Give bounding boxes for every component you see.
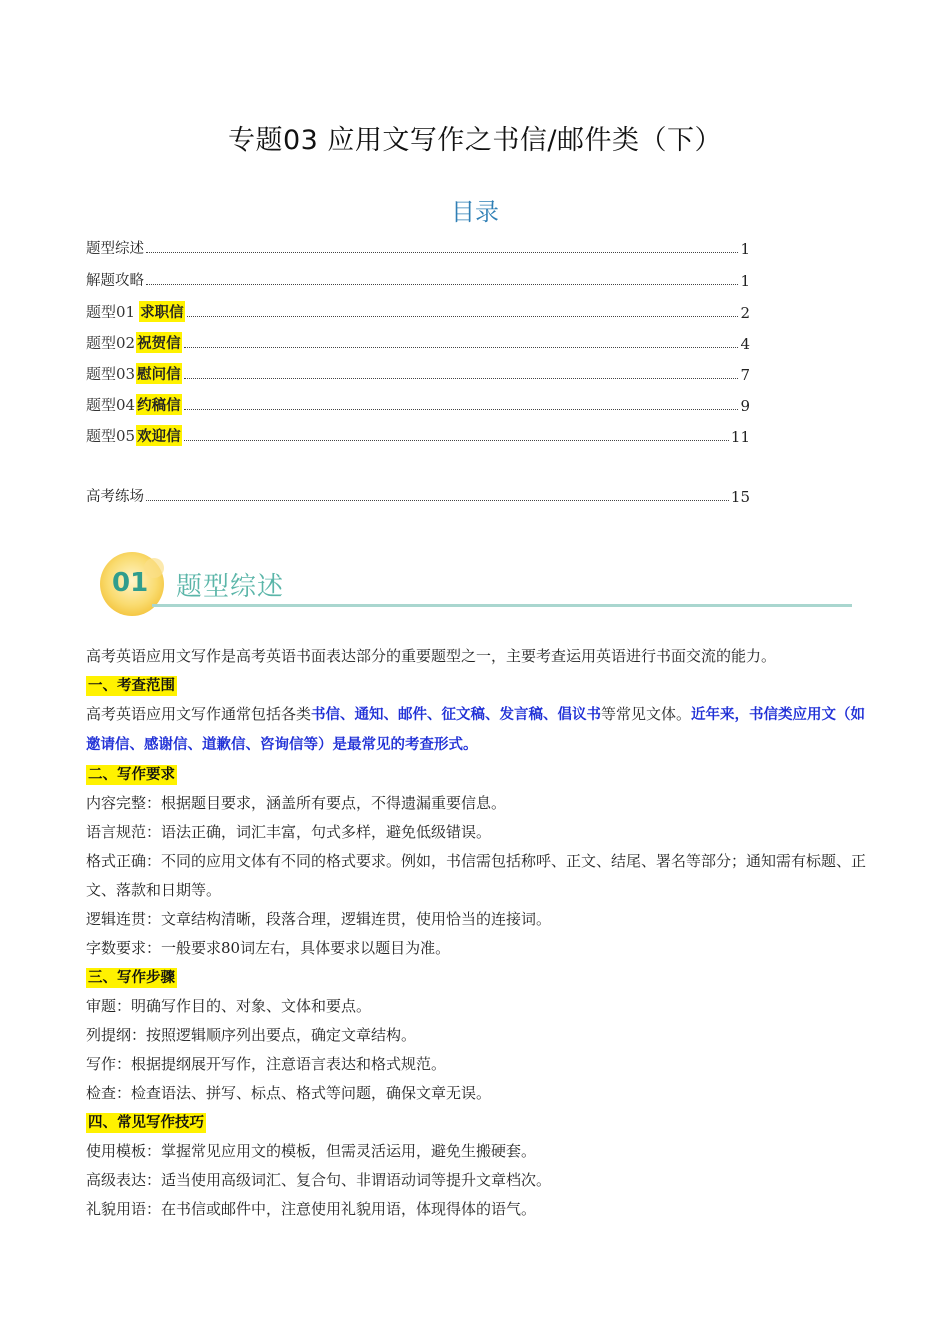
- technique-line: 使用模板：掌握常见应用文的模板，但需灵活运用，避免生搬硬套。: [86, 1142, 537, 1160]
- toc-item-page: 4: [740, 335, 750, 353]
- toc-item-label: 欢迎信: [136, 425, 182, 446]
- technique-line: 礼貌用语：在书信或邮件中，注意使用礼貌用语，体现得体的语气。: [86, 1200, 537, 1218]
- toc-item-strategy[interactable]: [86, 268, 750, 290]
- toc-item-label: 祝贺信: [136, 332, 182, 353]
- toc-heading: 目录: [451, 198, 499, 226]
- toc-item-label: 题型综述: [86, 241, 144, 257]
- banner-underline: [152, 604, 852, 607]
- toc-item-label: 慰问信: [136, 363, 182, 384]
- step-line: 列提纲：按照逻辑顺序列出要点，确定文章结构。: [86, 1026, 417, 1044]
- toc-leader: [146, 284, 738, 285]
- toc-item-page: 1: [740, 240, 750, 258]
- toc-leader: [146, 252, 738, 253]
- toc-item-page: 15: [730, 488, 750, 506]
- toc-item-prefix: 题型05: [86, 427, 136, 445]
- intro-paragraph: 高考英语应用文写作是高考英语书面表达部分的重要题型之一，主要考查运用英语进行书面交流的能力。: [86, 647, 777, 665]
- technique-line: 高级表达：适当使用高级词汇、复合句、非谓语动词等提升文章档次。: [86, 1171, 552, 1189]
- toc-item-label: 约稿信: [136, 394, 182, 415]
- toc-item-overview[interactable]: [86, 236, 750, 258]
- toc-item-prefix: 题型04: [86, 396, 136, 414]
- heading-techniques: 四、常见写作技巧: [88, 1115, 204, 1131]
- toc-item-type-01[interactable]: [86, 300, 750, 322]
- toc-item-page: 11: [730, 428, 750, 446]
- requirement-line: 逻辑连贯：文章结构清晰，段落合理，逻辑连贯，使用恰当的连接词。: [86, 910, 552, 928]
- toc-item-prefix: 题型01: [86, 303, 136, 321]
- section-body: [86, 642, 866, 1224]
- heading-scope: 一、考查范围: [88, 678, 175, 694]
- scope-paragraph: [86, 700, 866, 760]
- step-line: 检查：检查语法、拼写、标点、格式等问题，确保文章无误。: [86, 1084, 492, 1102]
- toc-item-type-03[interactable]: [86, 362, 750, 384]
- section-title: 题型综述: [176, 572, 285, 602]
- toc-item-page: 1: [740, 272, 750, 290]
- toc-item-type-02[interactable]: [86, 331, 750, 353]
- requirement-line: 字数要求：一般要求80词左右，具体要求以题目为准。: [86, 939, 451, 957]
- scope-text-emphasis: 近年来，书信类应用文（如邀请信、感谢信、道歉信、咨询信等）是最常见的考查形式。: [86, 707, 866, 753]
- section-number: 01: [112, 568, 149, 598]
- toc-leader: [184, 347, 739, 348]
- step-line: 写作：根据提纲展开写作，注意语言表达和格式规范。: [86, 1055, 447, 1073]
- scope-text-genres: 书信、通知、邮件、征文稿、发言稿、倡议书: [311, 707, 602, 723]
- toc-item-prefix: 题型02: [86, 334, 136, 352]
- scope-text-c: 等常见文体。: [601, 705, 692, 723]
- toc-leader: [184, 378, 739, 379]
- toc-item-label: 求职信: [139, 301, 185, 322]
- document-title: 专题03 应用文写作之书信/邮件类（下）: [227, 125, 723, 156]
- scope-text-a: 高考英语应用文写作通常包括各类: [86, 705, 312, 723]
- requirement-line: 语言规范：语法正确，词汇丰富，句式多样，避免低级错误。: [86, 823, 492, 841]
- heading-requirements: 二、写作要求: [88, 767, 175, 783]
- toc-item-label: 解题攻略: [86, 273, 144, 289]
- toc-item-page: 9: [740, 397, 750, 415]
- toc-leader: [146, 500, 729, 501]
- toc-item-practice[interactable]: [86, 484, 750, 506]
- toc-item-type-04[interactable]: [86, 393, 750, 415]
- step-line: 审题：明确写作目的、对象、文体和要点。: [86, 997, 372, 1015]
- heading-steps: 三、写作步骤: [88, 970, 175, 986]
- toc-item-page: 2: [740, 304, 750, 322]
- requirement-line: 格式正确：不同的应用文体有不同的格式要求。例如，书信需包括称呼、正文、结尾、署名等部分；通知需有标题、正文、落款和日期等。: [86, 852, 867, 899]
- toc-item-type-05[interactable]: [86, 424, 750, 446]
- toc-item-page: 7: [740, 366, 750, 384]
- requirement-line: 内容完整：根据题目要求，涵盖所有要点，不得遗漏重要信息。: [86, 794, 507, 812]
- toc-item-prefix: 题型03: [86, 365, 136, 383]
- section-banner: [92, 546, 862, 626]
- toc-leader: [184, 440, 729, 441]
- toc-leader: [184, 409, 739, 410]
- toc-leader: [187, 316, 739, 317]
- toc-item-label: 高考练场: [86, 489, 144, 505]
